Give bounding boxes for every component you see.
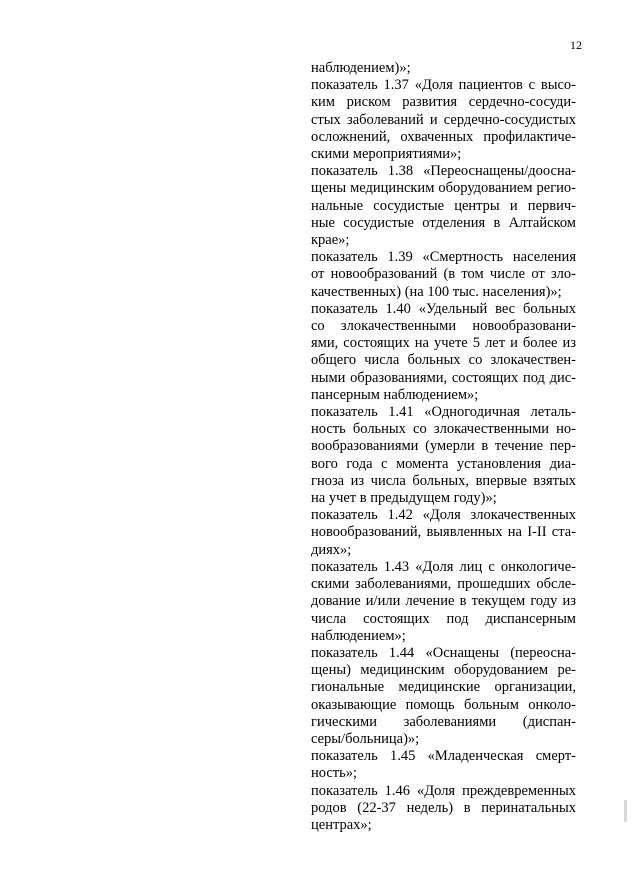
text-line: числа состоящих под диспансерным: [311, 610, 576, 627]
text-line: скими мероприятиями»;: [311, 146, 462, 163]
text-line: качественных) (на 100 тыс. населения)»;: [311, 283, 562, 300]
text-line: дование и/или лечение в текущем году из: [311, 593, 576, 610]
text-line: ными образованиями, состоящих под дис-: [311, 369, 576, 386]
text-line: вообразованиями (умерли в течение пер-: [311, 438, 576, 455]
text-line: диях»;: [311, 541, 352, 558]
text-line: ким риском развития сердечно-сосуди-: [311, 94, 576, 111]
text-line: пансерным наблюдением»;: [311, 386, 479, 403]
text-line: ность больных со злокачественными но-: [311, 421, 576, 438]
text-line: крае»;: [311, 232, 350, 249]
text-line: показатель 1.41 «Одногодичная леталь-: [311, 404, 576, 421]
text-line: показатель 1.42 «Доля злокачественных: [311, 507, 576, 524]
text-line: новообразований, выявленных на I-II ста-: [311, 524, 576, 541]
text-line: нальные сосудистые центры и первич-: [311, 197, 576, 214]
text-line: ность»;: [311, 765, 358, 782]
text-line: показатель 1.44 «Оснащены (переосна-: [311, 644, 576, 661]
scan-artifact: [624, 800, 627, 822]
text-line: щены медицинским оборудованием регио-: [311, 180, 576, 197]
text-line: скими заболеваниями, прошедших обсле-: [311, 576, 576, 593]
page-number: 12: [570, 38, 582, 52]
text-line: на учет в предыдущем году)»;: [311, 490, 497, 507]
text-line: оказывающие помощь больным онколо-: [311, 696, 576, 713]
text-line: вого года с момента установления диа-: [311, 455, 576, 472]
text-line: родов (22-37 недель) в перинатальных: [311, 799, 576, 816]
text-line: показатель 1.43 «Доля лиц с онкологиче-: [311, 558, 576, 575]
text-line: показатель 1.38 «Переоснащены/доосна-: [311, 163, 576, 180]
text-line: центрах»;: [311, 816, 372, 833]
text-line: показатель 1.37 «Доля пациентов с высо-: [311, 77, 576, 94]
text-line: гическими заболеваниями (диспан-: [311, 713, 576, 730]
text-line: от новообразований (в том числе от зло-: [311, 266, 576, 283]
text-line: наблюдением»;: [311, 627, 406, 644]
text-line: показатель 1.45 «Младенческая смерт-: [311, 748, 576, 765]
text-line: стых заболеваний и сердечно-сосудистых: [311, 111, 576, 128]
text-line: серы/больница)»;: [311, 730, 420, 747]
text-line: показатель 1.39 «Смертность населения: [311, 249, 576, 266]
text-line: гиональные медицинские организации,: [311, 679, 576, 696]
text-line: гноза из числа больных, впервые взятых: [311, 472, 576, 489]
text-line: наблюдением)»;: [311, 60, 411, 76]
text-line: ные сосудистые отделения в Алтайском: [311, 214, 576, 231]
text-line: показатель 1.40 «Удельный вес больных: [311, 300, 576, 317]
text-line: показатель 1.46 «Доля преждевременных: [311, 782, 576, 799]
text-line: ями, состоящих на учете 5 лет и более из: [311, 335, 576, 352]
text-line: щены) медицинским оборудованием ре-: [311, 662, 576, 679]
document-text-column: [311, 60, 576, 834]
text-line: осложнений, охваченных профилактиче-: [311, 128, 576, 145]
text-line: со злокачественными новообразовани-: [311, 318, 576, 335]
text-line: общего числа больных со злокачествен-: [311, 352, 576, 369]
